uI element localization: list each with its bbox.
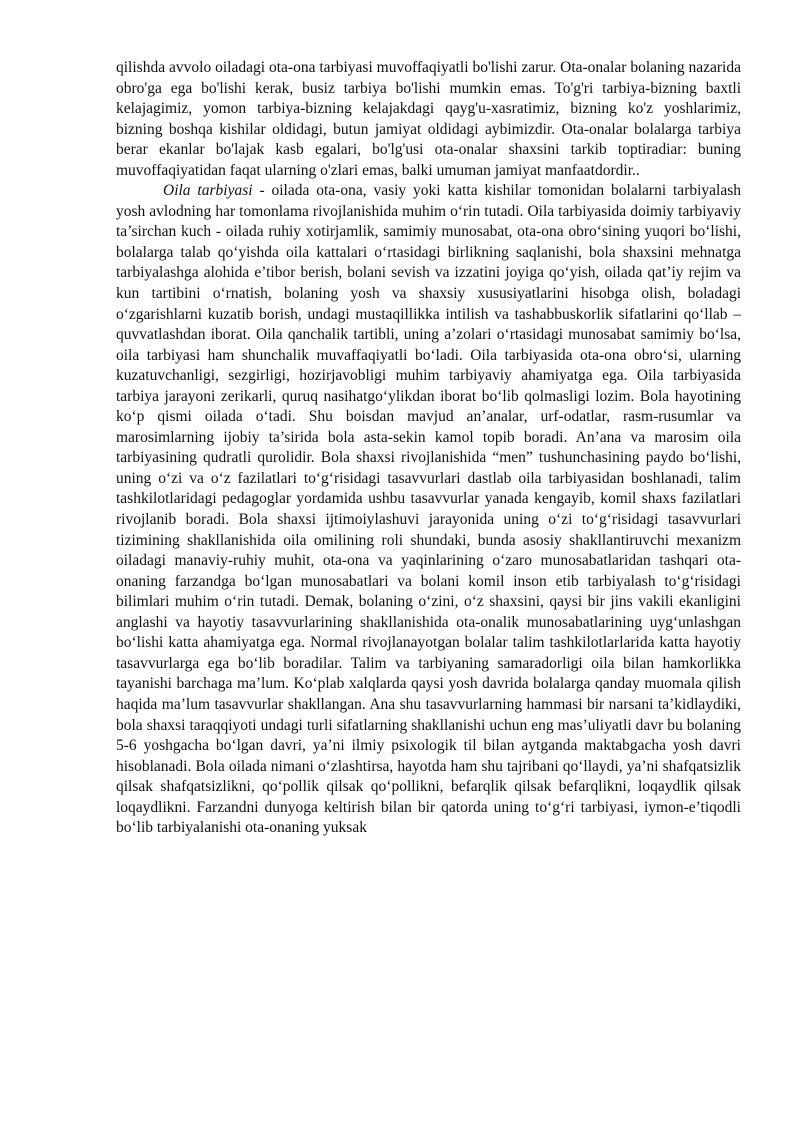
paragraph-body: - oilada ota-ona, vasiy yoki katta kishilar tomonidan bolalarni tarbiyalash yosh avlodning har tomonlama rivojlanishida muhim o‘rin tutadi. Oila tarbiyasida doimiy tarbiyaviy ta’sirchan kuch - oilada ruhiy xotirjamlik, samimiy munosabat, ota-ona obro‘sining yuqori bo‘lishi, bolalarga talab qo‘yishda oila kattalari o‘rtasidagi birlikning saqlanishi, bola shaxsini mehnatga tarbiyalashga alohida e’tibor berish, bolani sevish va izzatini joyiga qo‘yish, oilada qat’iy rejim va kun tartibini o‘rnatish, bolaning yosh va shaxsiy xususiyatlarini hisobga olish, boladagi o‘zgarishlarni kuzatib borish, undagi mustaqillikka intilish va tashabbuskorlik sifatlarini qo‘llab – quvvatlashdan iborat. Oila qanchalik tartibli, uning a’zolari o‘rtasidagi munosabat samimiy bo‘lsa, oila tarbiyasi ham shunchalik muvaffaqiyatli bo‘ladi. Oila tarbiyasida ota-ona obro‘si, ularning kuzatuvchanligi, sezgirligi, hozirjavobligi muhim tarbiyaviy ahamiyatga ega. Oila tarbiyasida tarbiya jarayoni zerikarli, quruq nasihatgo‘ylikdan iborat bo‘lib qolmasligi lozim. Bola hayotining ko‘p qismi oilada o‘tadi. Shu boisdan mavjud an’analar, urf-odatlar, rasm-rusumlar va marosimlarning ijobiy ta’sirida bola asta-sekin kamol topib boradi. An’ana va marosim oila tarbiyasining qudratli qurolidir. Bola shaxsi rivojlanishida “men” tushunchasining paydo bo‘lishi, uning o‘zi va o‘z fazilatlari to‘g‘risidagi tasavvurlari dastlab oila tarbiyasidan boshlanadi, talim tashkilotlaridagi pedagoglar yordamida ushbu tasavvurlar yanada kengayib, komil shaxs fazilatlari rivojlanib boradi. Bola shaxsi ijtimoiylashuvi jarayonida uning o‘zi to‘g‘risidagi tasavvurlari tizimining shakllanishida oila omilining roli shundaki, bunda asosiy shakllantiruvchi mexanizm oiladagi manaviy-ruhiy muhit, ota-ona va yaqinlarining o‘zaro munosabatlaridan tashqari ota- onaning farzandga bo‘lgan munosabatlari va bolani komil inson etib tarbiyalash to‘g‘risidagi bilimlari muhim o‘rin tutadi. Demak, bolaning o‘zini, o‘z shaxsini, qaysi bir jins vakili ekanligini anglashi va hayotiy tasavvurlarining shakllanishida ota-onalik munosabatlarining uyg‘unlashgan bo‘lishi katta ahamiyatga ega. Normal rivojlanayotgan bolalar talim tashkilotlarlarida katta hayotiy tasavvurlarga ega bo‘lib boradilar. Talim va tarbiyaning samaradorligi oila bilan hamkorlikka tayanishi barchaga ma’lum. Ko‘plab xalqlarda qaysi yosh davrida bolalarga qanday muomala qilish haqida ma’lum tasavvurlar shakllangan. Ana shu tasavvurlarning hammasi bir narsani ta’kidlaydiki, bola shaxsi taraqqiyoti undagi turli sifatlarning shakllanishi uchun eng mas’uliyatli davr bu bolaning 5-6 yoshgacha bo‘lgan davri, ya’ni ilmiy psixologik til bilan aytganda maktabgacha yosh davri hisoblanadi. Bola oilada nimani o‘zlashtirsa, hayotda ham shu tajribani qo‘llaydi, ya’ni shafqatsizlik qilsak shafqatsizlikni, qo‘pollik qilsak qo‘pollikni, befarqlik qilsak befarqlikni, loqaydlik qilsak loqaydlikni. Farzandni dunyoga keltirish bilan bir qatorda uning to‘g‘ri tarbiyasi, iymon-e’tiqodli bo‘lib tarbiyalanishi ota-onaning yuksak — [116, 182, 742, 837]
term-oila-tarbiyasi: Oila tarbiyasi — [163, 182, 253, 200]
paragraph-continuation: qilishda avvolo oiladagi ota-ona tarbiyasi muvoffaqiyatli bo'lishi zarur. Ota-onalar bolaning nazarida obro'ga ega bo'lishi kerak, busiz tarbiya bo'lishi mumkin emas. To'g'ri tarbiya-bizning baxtli kelajagimiz, yomon tarbiya-bizning kelajakdagi qayg'u-xasratimiz, bizning ko'z yoshlarimiz, bizning boshqa kishilar oldidagi, butun jamiyat oldidagi aybimizdir. Ota-onalar bolalarga tarbiya berar ekanlar bo'lajak kasb egalari, bo'lg'usi ota-onalar shaxsini tarkib toptiradiar: buning muvoffaqiyatidan faqat ularning o'zlari emas, balki umuman jamiyat manfaatdordir.. — [116, 59, 741, 179]
paragraph-oila-tarbiyasi — [116, 181, 741, 839]
document-page — [116, 58, 741, 839]
